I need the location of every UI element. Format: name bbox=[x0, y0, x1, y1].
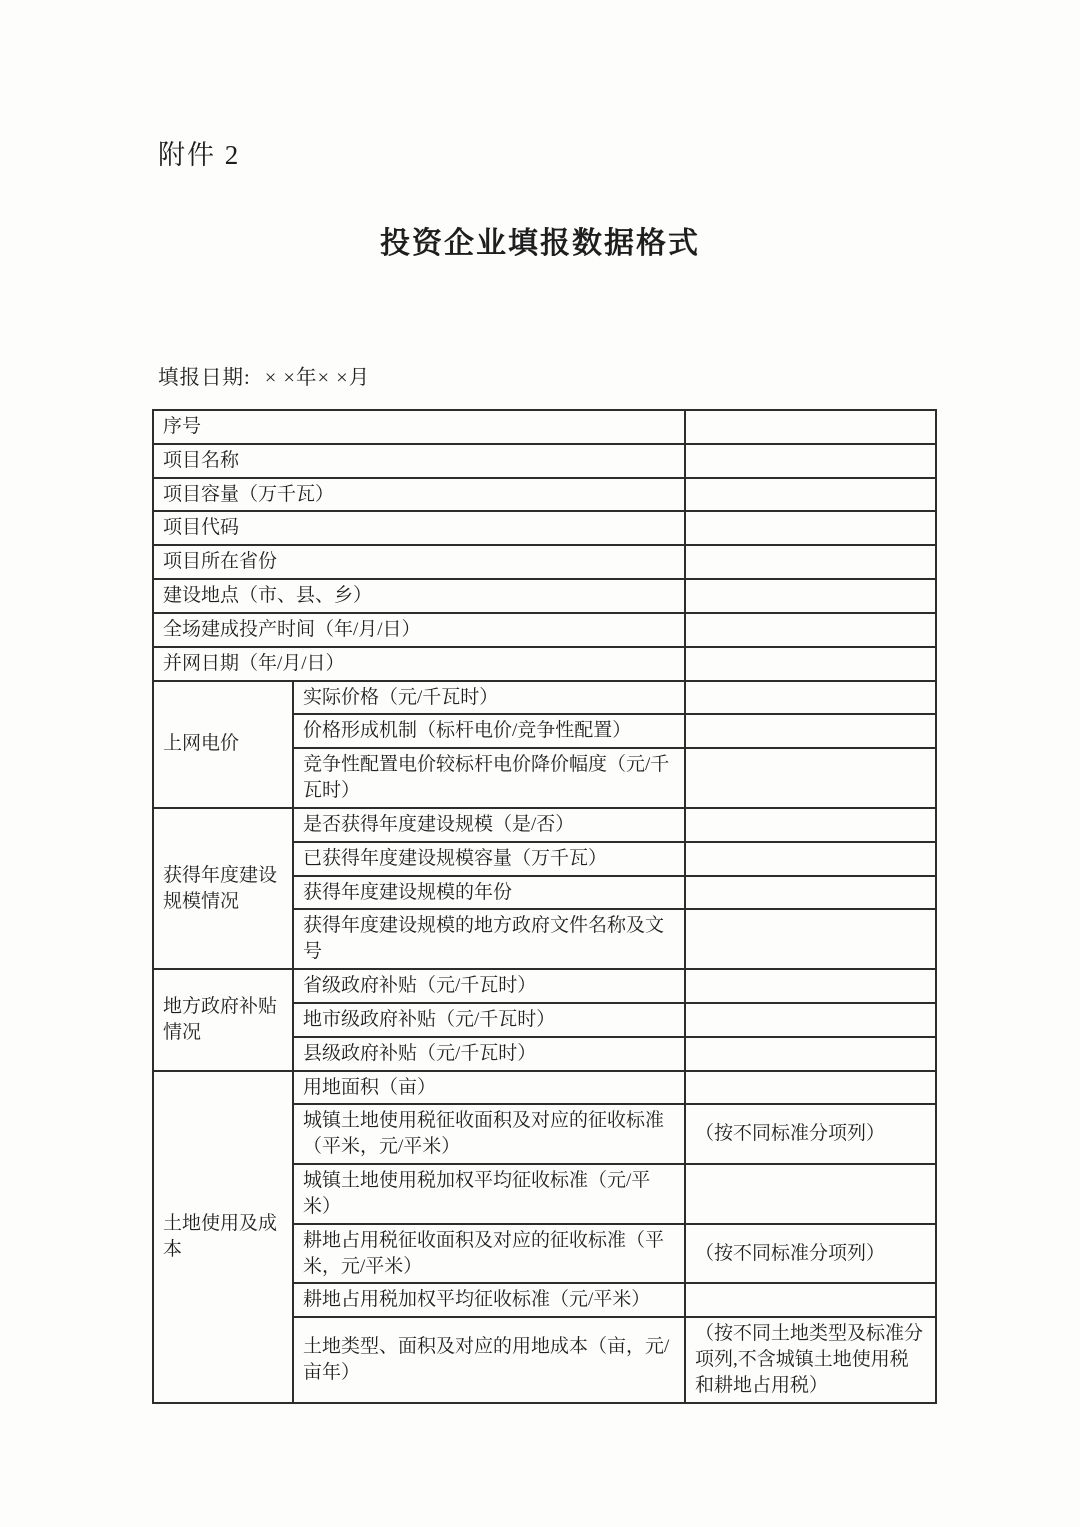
row-value bbox=[685, 1164, 936, 1224]
row-label: 地市级政府补贴（元/千瓦时） bbox=[293, 1003, 685, 1037]
row-label: 耕地占用税征收面积及对应的征收标准（平米，元/平米） bbox=[293, 1224, 685, 1284]
row-label: 城镇土地使用税加权平均征收标准（元/平米） bbox=[293, 1164, 685, 1224]
row-label: 项目名称 bbox=[153, 444, 685, 478]
row-value bbox=[685, 748, 936, 808]
row-label: 序号 bbox=[153, 410, 685, 444]
row-value bbox=[685, 876, 936, 910]
report-date-line bbox=[158, 360, 370, 390]
row-value bbox=[685, 714, 936, 748]
table-row bbox=[153, 545, 936, 579]
row-label: 城镇土地使用税征收面积及对应的征收标准（平米，元/平米） bbox=[293, 1104, 685, 1164]
row-label: 耕地占用税加权平均征收标准（元/平米） bbox=[293, 1283, 685, 1317]
row-label: 项目代码 bbox=[153, 511, 685, 545]
row-label: 并网日期（年/月/日） bbox=[153, 647, 685, 681]
table-row bbox=[153, 969, 936, 1003]
table-row bbox=[153, 511, 936, 545]
row-value bbox=[685, 969, 936, 1003]
row-label: 土地类型、面积及对应的用地成本（亩，元/亩年） bbox=[293, 1317, 685, 1402]
table-row bbox=[153, 613, 936, 647]
row-label: 已获得年度建设规模容量（万千瓦） bbox=[293, 842, 685, 876]
page-title: 投资企业填报数据格式 bbox=[380, 227, 700, 260]
row-value bbox=[685, 444, 936, 478]
row-value bbox=[685, 808, 936, 842]
row-value bbox=[685, 1003, 936, 1037]
row-value bbox=[685, 545, 936, 579]
table-row bbox=[153, 647, 936, 681]
row-label: 项目所在省份 bbox=[153, 545, 685, 579]
row-label: 用地面积（亩） bbox=[293, 1071, 685, 1105]
report-date-label: 填报日期: bbox=[158, 367, 251, 389]
row-label: 建设地点（市、县、乡） bbox=[153, 579, 685, 613]
group-label-cell: 获得年度建设规模情况 bbox=[153, 808, 293, 969]
row-value bbox=[685, 579, 936, 613]
row-value bbox=[685, 842, 936, 876]
group-label-cell: 上网电价 bbox=[153, 681, 293, 808]
table-row bbox=[153, 579, 936, 613]
row-value bbox=[685, 681, 936, 715]
row-value bbox=[685, 613, 936, 647]
row-value bbox=[685, 511, 936, 545]
group-label-cell: 土地使用及成本 bbox=[153, 1071, 293, 1403]
row-value: （按不同标准分项列） bbox=[685, 1104, 936, 1164]
row-value bbox=[685, 647, 936, 681]
row-label: 价格形成机制（标杆电价/竞争性配置） bbox=[293, 714, 685, 748]
row-label: 项目容量（万千瓦） bbox=[153, 478, 685, 512]
report-table bbox=[152, 409, 937, 1404]
row-label: 实际价格（元/千瓦时） bbox=[293, 681, 685, 715]
attachment-label: 附件 2 bbox=[158, 140, 241, 170]
row-label: 是否获得年度建设规模（是/否） bbox=[293, 808, 685, 842]
table-row bbox=[153, 681, 936, 715]
table-row bbox=[153, 410, 936, 444]
row-label: 获得年度建设规模的年份 bbox=[293, 876, 685, 910]
row-label: 获得年度建设规模的地方政府文件名称及文号 bbox=[293, 909, 685, 969]
row-value bbox=[685, 410, 936, 444]
row-label: 竞争性配置电价较标杆电价降价幅度（元/千瓦时） bbox=[293, 748, 685, 808]
table-row bbox=[153, 808, 936, 842]
table-row bbox=[153, 478, 936, 512]
row-label: 县级政府补贴（元/千瓦时） bbox=[293, 1037, 685, 1071]
row-value bbox=[685, 478, 936, 512]
row-value bbox=[685, 1037, 936, 1071]
row-value bbox=[685, 1283, 936, 1317]
row-label: 全场建成投产时间（年/月/日） bbox=[153, 613, 685, 647]
report-date-value: × ×年× ×月 bbox=[264, 367, 371, 389]
row-value: （按不同标准分项列） bbox=[685, 1224, 936, 1284]
row-label: 省级政府补贴（元/千瓦时） bbox=[293, 969, 685, 1003]
row-value bbox=[685, 1071, 936, 1105]
table-row bbox=[153, 1071, 936, 1105]
group-label-cell: 地方政府补贴情况 bbox=[153, 969, 293, 1070]
row-value: （按不同土地类型及标准分项列,不含城镇土地使用税和耕地占用税） bbox=[685, 1317, 936, 1402]
table-row bbox=[153, 444, 936, 478]
row-value bbox=[685, 909, 936, 969]
